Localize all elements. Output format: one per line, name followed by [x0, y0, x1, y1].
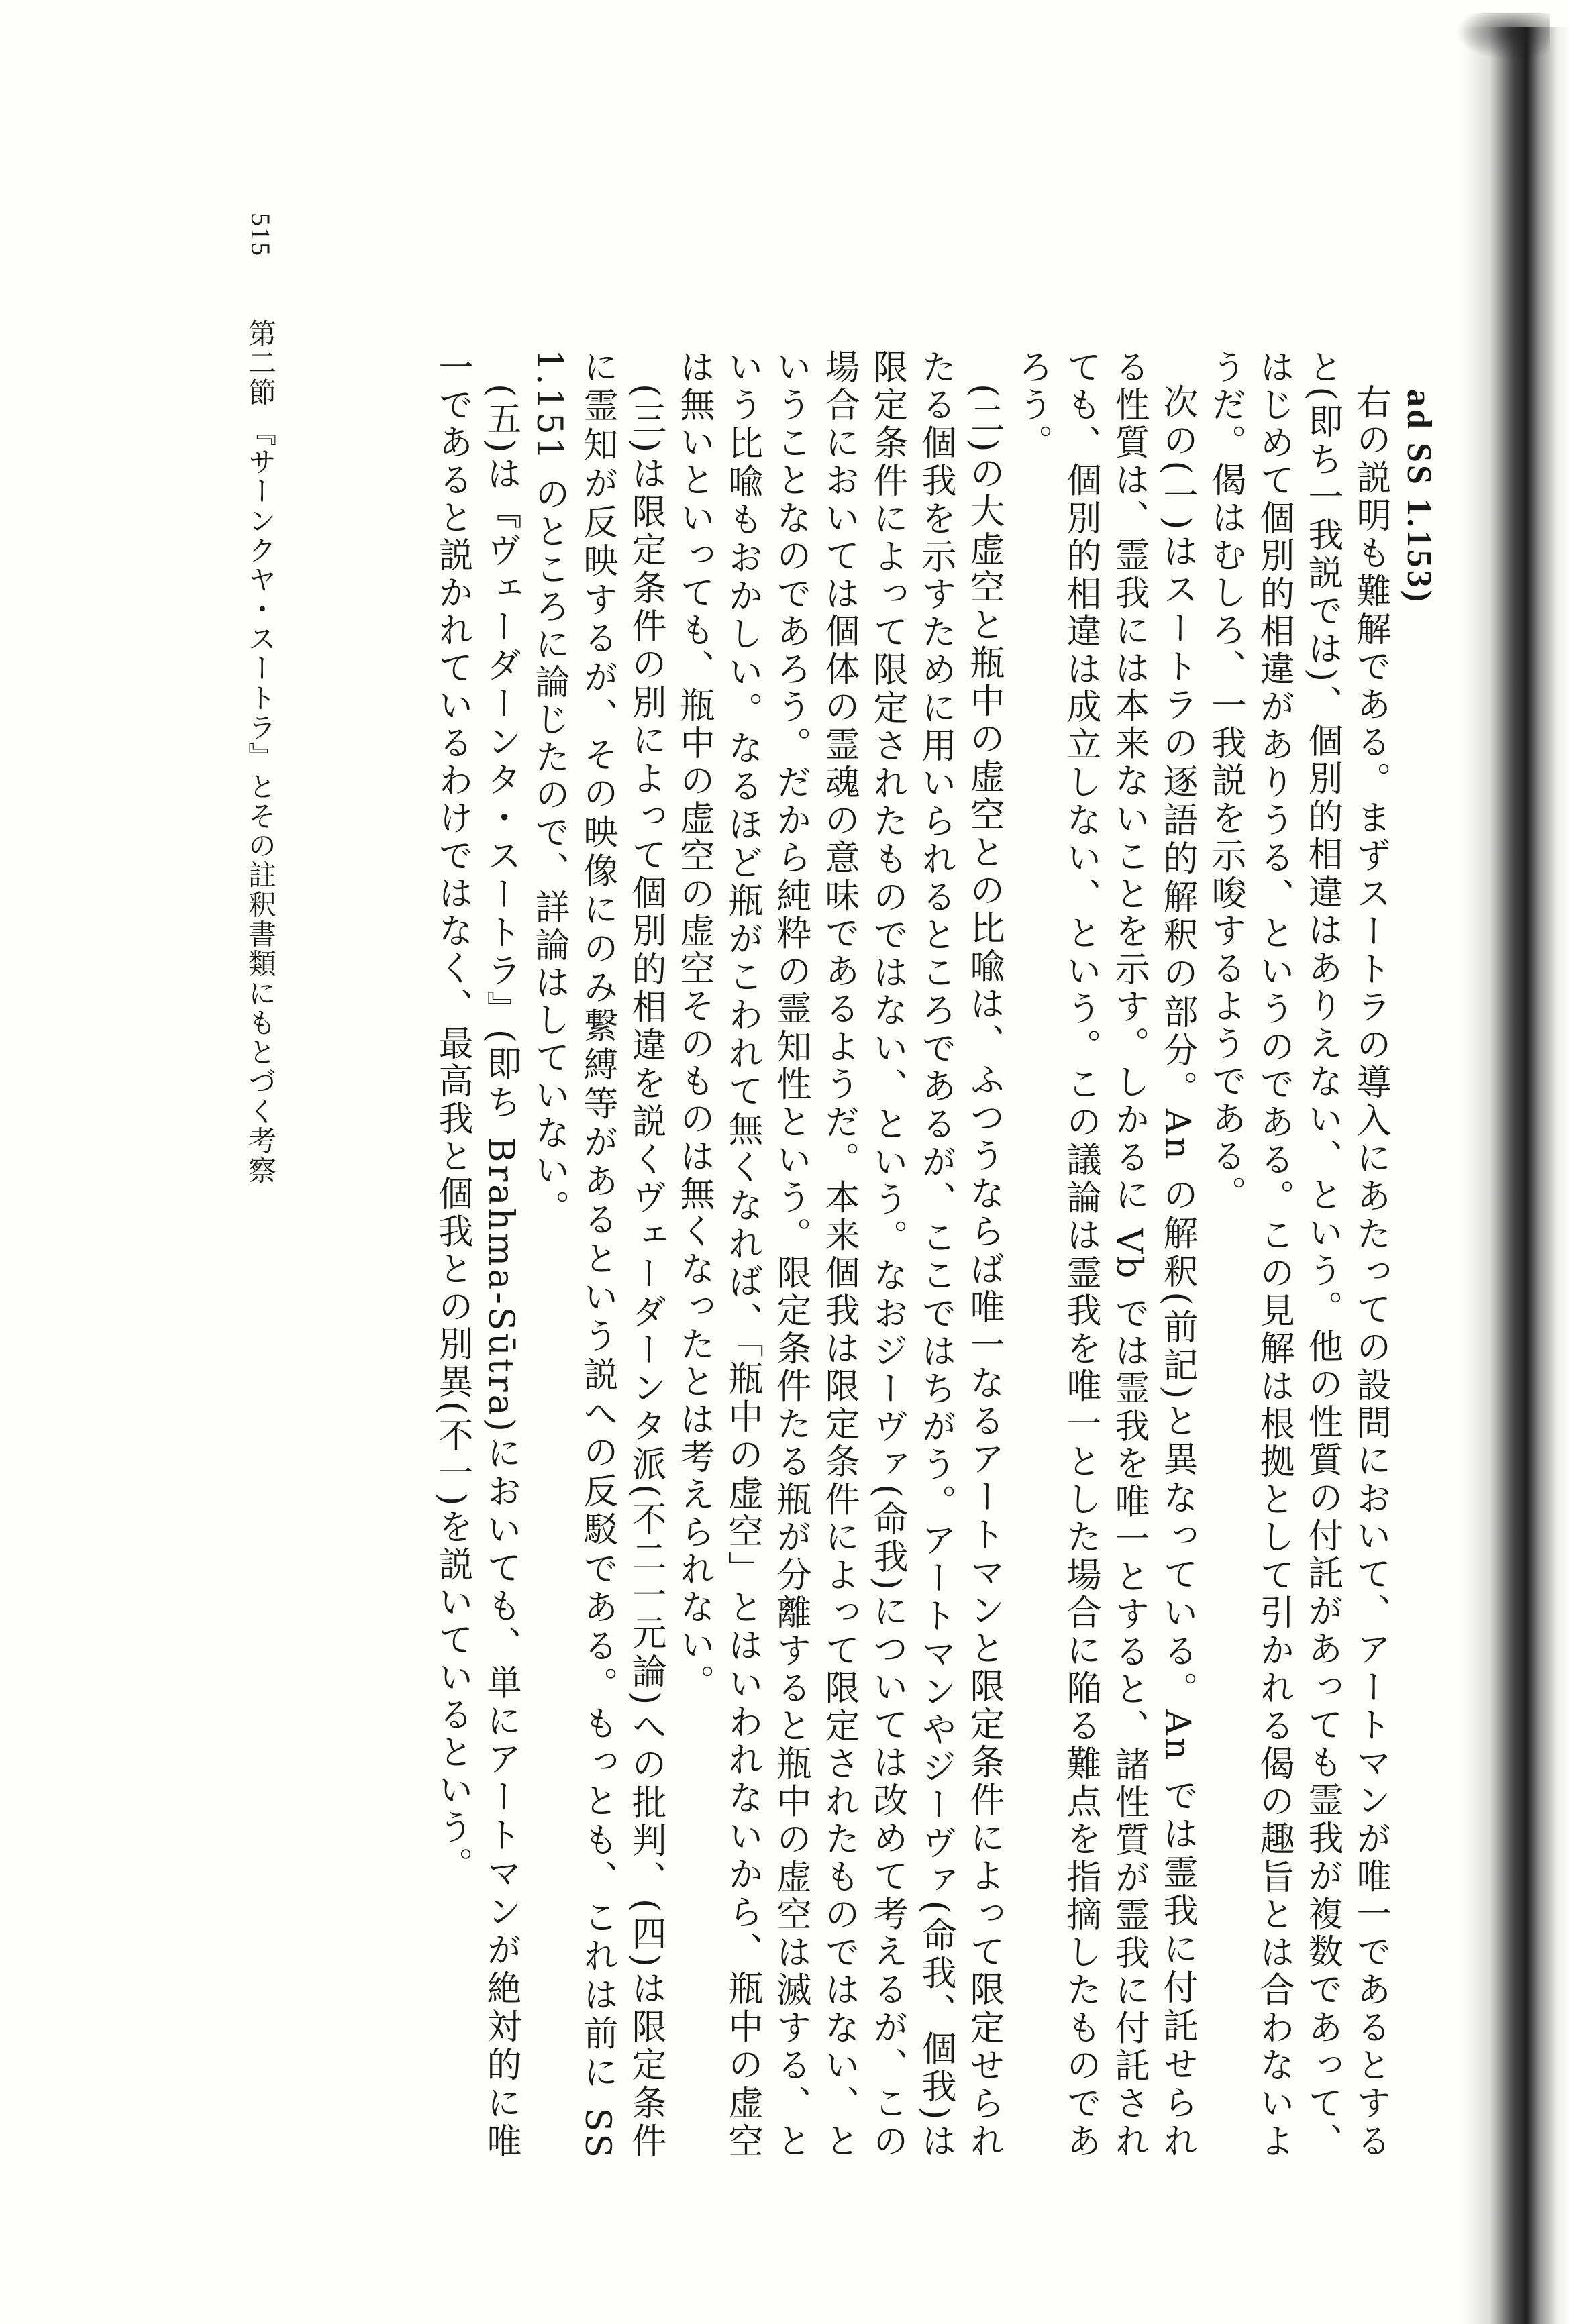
binding-edge — [1463, 27, 1569, 2324]
header-title: 第二節 『サーンクヤ・スートラ』とその註釈書類にもとづく考察 — [244, 319, 277, 1185]
section-heading: ad SS 1.153) — [1400, 389, 1438, 605]
paragraph-3: (二)の大虚空と瓶中の虚空との比喩は、ふつうならば唯一なるアートマンと限定条件によって限定せられたる個我を示すために用いられるところであるが、ここではちがう。アートマンやジーヴァ(命我、個我)は限定条件によって限定されたものではない、という。なおジーヴァ(命我)については改めて考えるが、この場合においては個体の霊魂の意味であるようだ。本来個我は限定条件によって限定されたものではない、ということなのであろう。だから純粋の霊知性という。限定条件たる瓶が分離すると瓶中の虚空は滅する、という比喩もおかしい。なるほど瓶がこわれて無くなれば、「瓶中の虚空」とはいわれないから、瓶中の虚空は無いといっても、瓶中の虚空の虚空そのものは無くなったとは考えられない。 — [674, 349, 1004, 2161]
paragraph-1: 右の説明も難解である。まずスートラの導入にあたっての設問において、アートマンが唯一であるとすると(即ち一我説では)、個別的相違はありえない、という。他の性質の付託があっても霊我が複数であって、はじめて個別的相違がありうる、というのである。この見解は根拠として引かれる偈の趣旨とは合わないようだ。偈はむしろ、一我説を示唆するようである。 — [1205, 349, 1390, 2161]
page-number: 515 — [246, 213, 276, 257]
body-text — [315, 349, 1443, 2160]
paragraph-5: (五)は『ヴェーダーンタ・スートラ』(即ち Brahma-Sūtra)においても、単にアートマンが絶対的に唯一であると説かれているわけではなく、最高我と個我との別異(不一)を説いているという。 — [432, 349, 521, 2160]
paragraph-4: (三)は限定条件の別によって個別的相違を説くヴェーダーンタ派(不二一元論)への批判、(四)は限定条件に霊知が反映するが、その映像にのみ繋縛等があるという説への反駁である。もっとも、これは前に SS 1.151 のところに論じたので、詳論はしていない。 — [529, 349, 666, 2160]
running-header — [238, 215, 283, 1185]
paragraph-2: 次の(一)はスートラの逐語的解釈の部分。An の解釈(前記)と異なっている。An では霊我に付託せられる性質は、霊我には本来ないことを示す。しかるに Vb では霊我を唯一とすると、諸性質が霊我に付託されても、個別的相違は成立しない、という。この議論は霊我を唯一とした場合に陥る難点を指摘したものであろう。 — [1012, 349, 1197, 2160]
